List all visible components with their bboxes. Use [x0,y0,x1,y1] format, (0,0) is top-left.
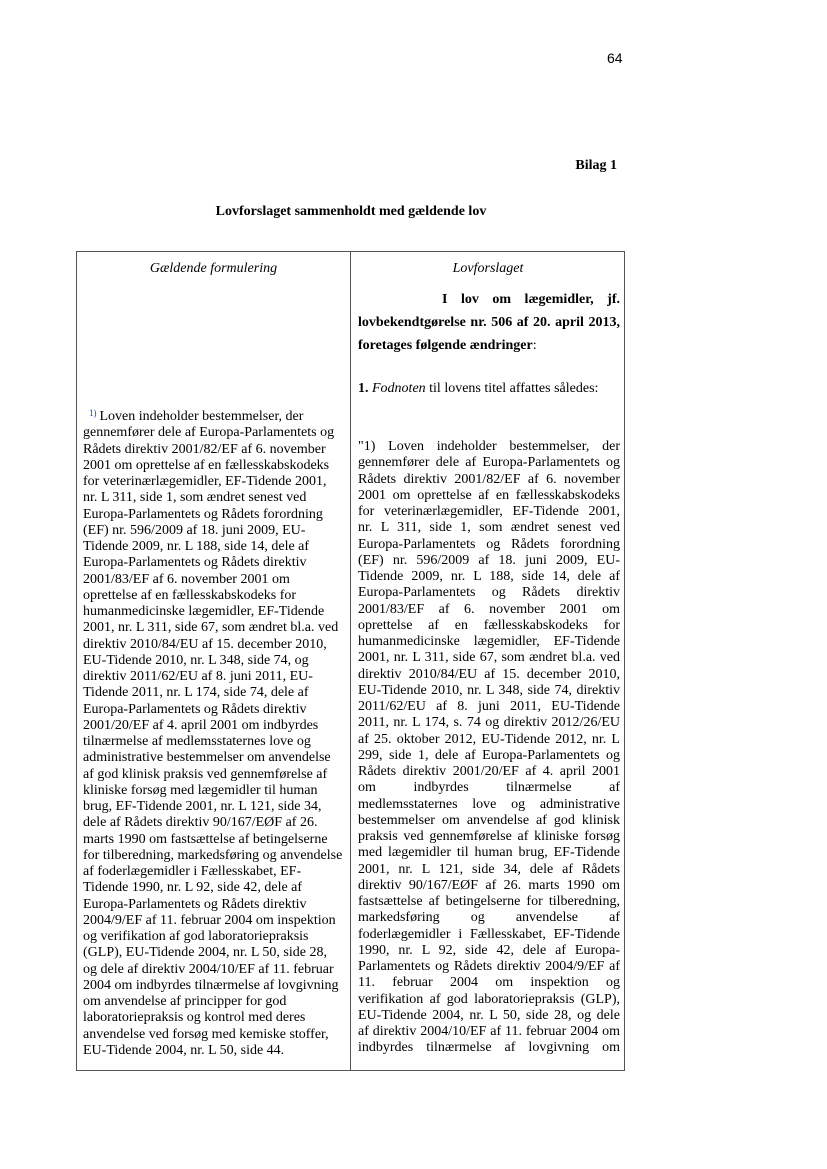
text-line: af 25. oktober 2012, EU-Tidende 2012, nr. L [358,731,620,747]
text-line-content: Europa-Parlamentets og Rådets direktiv [83,701,307,717]
text-line: direktiv 2010/84/EU af 15. december 2010, [358,666,620,682]
proposed-footnote-text [358,439,620,1057]
text-line-content: direktiv 2011/62/EU af 8. juni 2011, EU- [83,669,313,684]
text-line: 11. februar 2004 om inspektion og [358,975,620,991]
text-line [83,702,345,718]
bill-intro-line: I lov om lægemidler, jf. [442,292,620,307]
text-line [83,880,345,896]
text-line: med lægemidler til human brug, EF-Tidende [358,845,620,861]
page-number: 64 [607,50,623,66]
text-line-content: af foderlægemidler i Fællesskabet, EF- [83,864,302,879]
amendment-1 [358,381,598,397]
text-line [83,637,345,653]
text-line [83,815,345,831]
text-line: bestemmelser om anvendelse af god klinisk [358,812,620,828]
text-line-content: 2001/83/EF af 6. november 2001 om [83,571,290,587]
text-line-content: anvendelse ved forsøg med kemiske stoffer, [83,1026,329,1042]
text-line: foderlægemidler i Fællesskabet, EF-Tidende [358,926,620,942]
text-line-content: dele af Rådets direktiv 90/167/EØF af 26. [83,815,318,831]
text-line [83,799,345,815]
text-line [83,604,345,620]
text-line [83,507,345,523]
text-line [83,767,345,783]
text-line [83,653,345,669]
text-line [83,442,345,458]
text-line [83,734,345,750]
current-footnote-text [83,405,345,1059]
text-line: medlemsstaternes love og administrative [358,796,620,812]
text-line-content: af god klinisk praksis ved gennemførelse af [83,766,328,782]
text-line [83,848,345,864]
text-line-content: marts 1990 om fastsættelse af betingelserne [83,831,328,847]
text-line-content: oprettelse af en fællesskabskodeks for [83,587,297,603]
text-line: fastsættelse af betingelserne for tilberedning, [358,894,620,909]
text-line: 2001/83/EF af 6. november 2001 om [358,601,620,617]
text-line: Rådets direktiv 2001/82/EF af 6. november [358,471,620,487]
text-line: verifikation af god laboratoriepraksis (GLP), [358,991,620,1007]
text-line: humanmedicinske lægemidler, EF-Tidende [358,634,620,649]
text-line-content: Loven indeholder bestemmelser, der [99,409,304,424]
text-line: nr. L 311, side 1, som ændret senest ved [358,520,620,536]
text-line: gennemfører dele af Europa-Parlamentets og [358,455,620,471]
text-line: 2001 om oprettelse af en fællesskabskodeks [358,487,620,503]
text-line-content: Tidende 2011, nr. L 174, side 74, dele af [83,685,309,701]
text-line-content: gennemfører dele af Europa-Parlamentets og [83,425,335,441]
text-line [83,555,345,571]
text-line-content: 2004/9/EF af 11. februar 2004 om inspektion [83,912,336,928]
text-line-content: Europa-Parlamentets og Rådets direktiv [83,555,307,571]
text-line [83,685,345,701]
amendment-text: til lovens titel affattes således: [425,381,599,396]
text-line-content: direktiv 2010/84/EU af 15. december 2010, [83,636,327,652]
text-line-content: EU-Tidende 2004, nr. L 50, side 44. [83,1042,285,1058]
text-line [83,832,345,848]
text-line-content: Europa-Parlamentets og Rådets forordning [83,506,323,522]
text-line [83,913,345,929]
text-line: direktiv 90/167/EØF af 26. marts 1990 om [358,877,620,893]
text-line: praksis ved gennemførelse af kliniske forsøg [358,829,620,844]
text-line [83,458,345,474]
amendment-keyword: Fodnoten [372,381,426,396]
text-line [83,572,345,588]
text-line-content: Tidende 1990, nr. L 92, side 42, dele af [83,880,303,896]
bill-intro-line [358,334,620,357]
text-line-content: kliniske forsøg med lægemidler til human [83,782,318,798]
footnote-marker[interactable]: 1) [89,408,97,418]
text-line: oprettelse af en fællesskabskodeks for [358,617,620,633]
text-line: 2011/62/EU af 8. juni 2011, EU-Tidende [358,699,620,714]
text-line [83,994,345,1010]
text-line [83,929,345,945]
text-line-content: humanmedicinske lægemidler, EF-Tidende [83,604,325,619]
comparison-table [76,251,625,1071]
text-line: indbyrdes tilnærmelse af lovgivning om [358,1040,620,1056]
text-line-content: Europa-Parlamentets og Rådets direktiv [83,896,307,912]
text-line [83,1027,345,1043]
bill-intro-colon: : [532,338,537,353]
document-title: Lovforslaget sammenholdt med gældende lov [215,204,487,219]
bill-intro [358,288,620,357]
text-line: (EF) nr. 596/2009 af 18. juni 2009, EU- [358,552,620,568]
text-line-content: administrative bestemmelser om anvendelse [83,750,331,766]
text-line [83,1043,345,1059]
text-line-content: og verifikation af god laboratoriepraksis [83,929,309,944]
text-line-content: nr. L 311, side 1, som ændret senest ved [83,490,307,506]
text-line: 2001, nr. L 311, side 67, som ændret bl.a. ved [358,650,620,666]
text-line [83,523,345,539]
text-line-content: (GLP), EU-Tidende 2004, nr. L 50, side 28, [83,945,327,961]
text-line [83,750,345,766]
text-line [83,539,345,555]
text-line [83,897,345,913]
text-line-content: og dele af direktiv 2004/10/EF af 11. februar [83,961,334,977]
text-line: Rådets direktiv 2001/20/EF af 4. april 2001 [358,764,620,779]
text-line [83,783,345,799]
text-line [83,405,345,425]
bill-intro-text: foretages følgende ændringer [358,338,533,353]
column-divider [350,252,351,1070]
text-line [83,945,345,961]
text-line-content: Rådets direktiv 2001/82/EF af 6. november [83,441,326,457]
appendix-label: Bilag 1 [575,158,617,173]
text-line-content: 2001, nr. L 311, side 67, som ændret bl.a. ved [83,620,339,636]
text-line [83,864,345,880]
text-line: 1990, nr. L 92, side 42, dele af Europa- [358,942,620,958]
text-line: om indbyrdes tilnærmelse af [358,780,620,796]
text-line: Tidende 2009, nr. L 188, side 14, dele af [358,569,620,584]
text-line [83,1010,345,1026]
text-line: 2011, nr. L 174, s. 74 og direktiv 2012/26/EU [358,715,620,731]
text-line: Europa-Parlamentets og Rådets forordning [358,536,620,552]
text-line: "1) Loven indeholder bestemmelser, der [358,439,620,454]
text-line [83,978,345,994]
amendment-number: 1. [358,381,369,396]
text-line-content: om anvendelse af principper for god [83,994,287,1009]
text-line-content: for veterinærlægemidler, EF-Tidende 2001, [83,474,327,489]
text-line-content: for tilberedning, markedsføring og anvendelse [83,847,343,863]
text-line [83,718,345,734]
text-line-content: (EF) nr. 596/2009 af 18. juni 2009, EU- [83,522,306,538]
text-line: EU-Tidende 2010, nr. L 348, side 74, direktiv [358,682,620,698]
text-line [83,425,345,441]
text-line-content: tilnærmelse af medlemsstaternes love og [83,734,311,749]
text-line: Parlamentets og Rådets direktiv 2004/9/EF af [358,959,620,974]
text-line-content: 2001/20/EF af 4. april 2001 om indbyrdes [83,717,319,733]
right-column-header: Lovforslaget [452,261,524,276]
text-line [83,490,345,506]
text-line [83,962,345,978]
text-line: Europa-Parlamentets og Rådets direktiv [358,585,620,601]
text-line: for veterinærlægemidler, EF-Tidende 2001, [358,504,620,519]
bill-intro-line: lovbekendtgørelse nr. 506 af 20. april 2013, [358,315,620,330]
text-line: 299, side 1, dele af Europa-Parlamentets og [358,747,620,763]
text-line [83,474,345,490]
text-line: EU-Tidende 2004, nr. L 50, side 28, og dele [358,1007,620,1023]
text-line [83,620,345,636]
text-line-content: 2001 om oprettelse af en fællesskabskodeks [83,457,330,473]
text-line: 2001, nr. L 121, side 34, dele af Rådets [358,861,620,877]
text-line-content: Tidende 2009, nr. L 188, side 14, dele af [83,539,310,554]
text-line-content: laboratoriepraksis og kontrol med deres [83,1010,306,1026]
text-line-content: EU-Tidende 2010, nr. L 348, side 74, og [83,652,309,668]
text-line: markedsføring og anvendelse af [358,910,620,926]
left-column-header: Gældende formulering [149,261,278,276]
text-line-content: brug, EF-Tidende 2001, nr. L 121, side 34, [83,799,322,814]
text-line-content: 2004 om indbyrdes tilnærmelse af lovgivning [83,977,339,993]
text-line [83,669,345,685]
text-line: af direktiv 2004/10/EF af 11. februar 2004 om [358,1024,620,1039]
text-line [83,588,345,604]
